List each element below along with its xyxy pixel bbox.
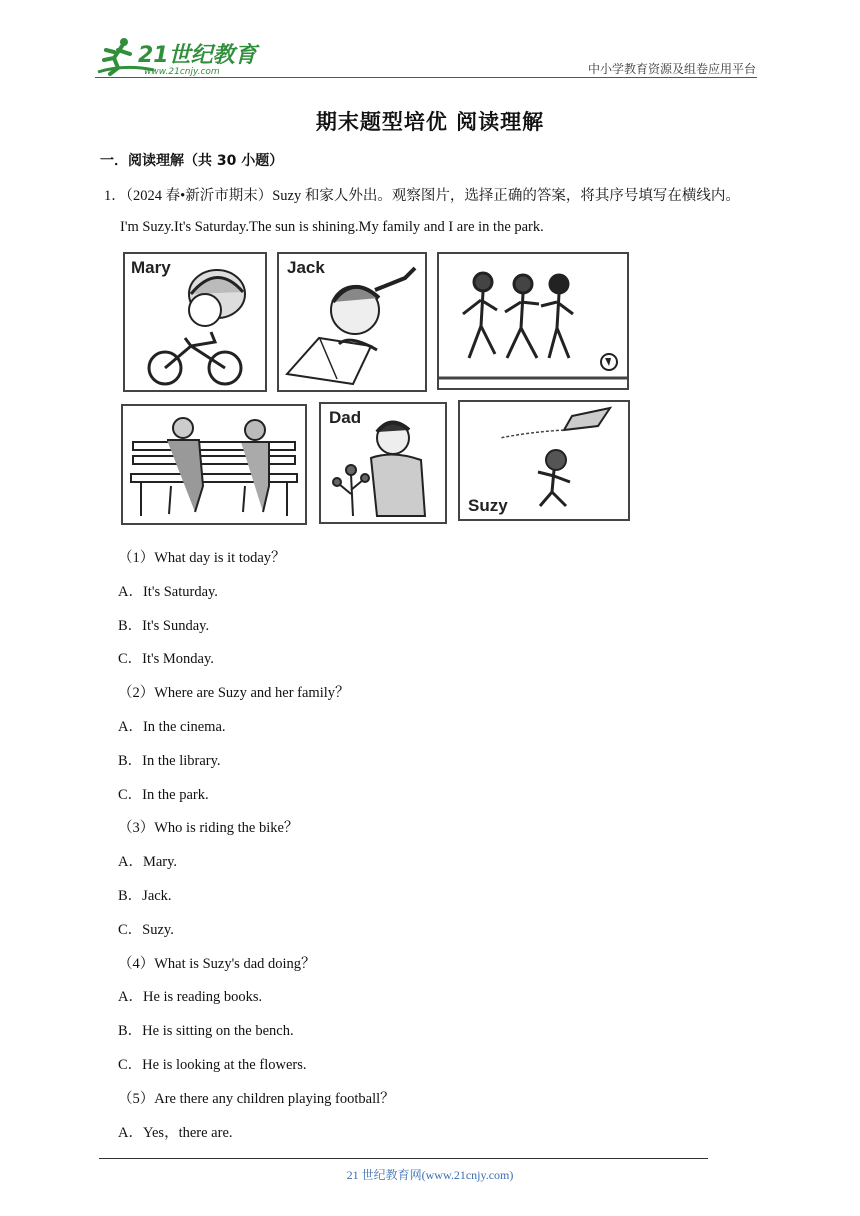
- page-title: 期末题型培优 阅读理解: [315, 110, 545, 134]
- answer-option: B．He is sitting on the bench.: [118, 1023, 294, 1040]
- answer-option: C．In the park.: [118, 786, 209, 803]
- subquestion-text: （1）What day is it today？: [118, 550, 286, 566]
- answer-option: C．It's Monday.: [118, 651, 214, 668]
- answer-option: A．Mary.: [118, 854, 178, 871]
- subquestion-text: （2）Where are Suzy and her family？: [118, 685, 350, 702]
- footer-text: 21 世纪教育网(www.21cnjy.com): [346, 1168, 514, 1182]
- answer-option: C．Suzy.: [118, 921, 174, 938]
- picture-panel-mary: [123, 252, 267, 392]
- panel-label: Jack: [287, 258, 325, 277]
- question-stem: 1．（2024 春•新沂市期末）Suzy 和家人外出。观察图片，选择正确的答案，将其序号填写在横线内。: [104, 188, 740, 204]
- subquestion-text: （4）What is Suzy's dad doing？: [118, 955, 316, 972]
- answer-option: B．In the library.: [118, 752, 221, 769]
- picture-panel-jack: [277, 252, 427, 392]
- section-heading: 一．阅读理解（共 30 小题）: [100, 153, 284, 169]
- people-on-bench-drawing: [123, 406, 305, 523]
- picture-panel-football: [437, 252, 629, 390]
- answer-option: A．Yes，there are.: [118, 1124, 233, 1141]
- children-playing-football-drawing: [439, 254, 627, 388]
- picture-panel-bench: [121, 404, 307, 525]
- panel-label: Mary: [131, 258, 171, 277]
- footer-divider: [99, 1158, 708, 1159]
- answer-option: C．He is looking at the flowers.: [118, 1057, 307, 1073]
- site-logo: [94, 34, 264, 78]
- answer-option: A．He is reading books.: [118, 989, 263, 1006]
- picture-panel-suzy: [458, 400, 630, 521]
- svg-text:www.21cnjy.com: www.21cnjy.com: [144, 67, 220, 77]
- answer-option: A．In the cinema.: [118, 719, 226, 735]
- answer-option: A．It's Saturday.: [118, 583, 218, 600]
- platform-slogan: 中小学教育资源及组卷应用平台: [587, 62, 756, 76]
- answer-option: B．It's Sunday.: [118, 617, 210, 634]
- svg-text:21世纪教育: 21世纪教育: [138, 43, 257, 68]
- question-passage: I'm Suzy.It's Saturday.The sun is shining.My family and I are in the park.: [120, 219, 544, 235]
- panel-label: Dad: [329, 408, 362, 427]
- subquestion-text: （5）Are there any children playing football？: [118, 1090, 395, 1107]
- picture-panel-dad: [319, 402, 447, 524]
- header-divider: [95, 77, 757, 78]
- subquestion-text: （3）Who is riding the bike？: [118, 820, 299, 837]
- panel-label: Suzy: [468, 496, 508, 515]
- answer-option: B．Jack.: [118, 888, 172, 904]
